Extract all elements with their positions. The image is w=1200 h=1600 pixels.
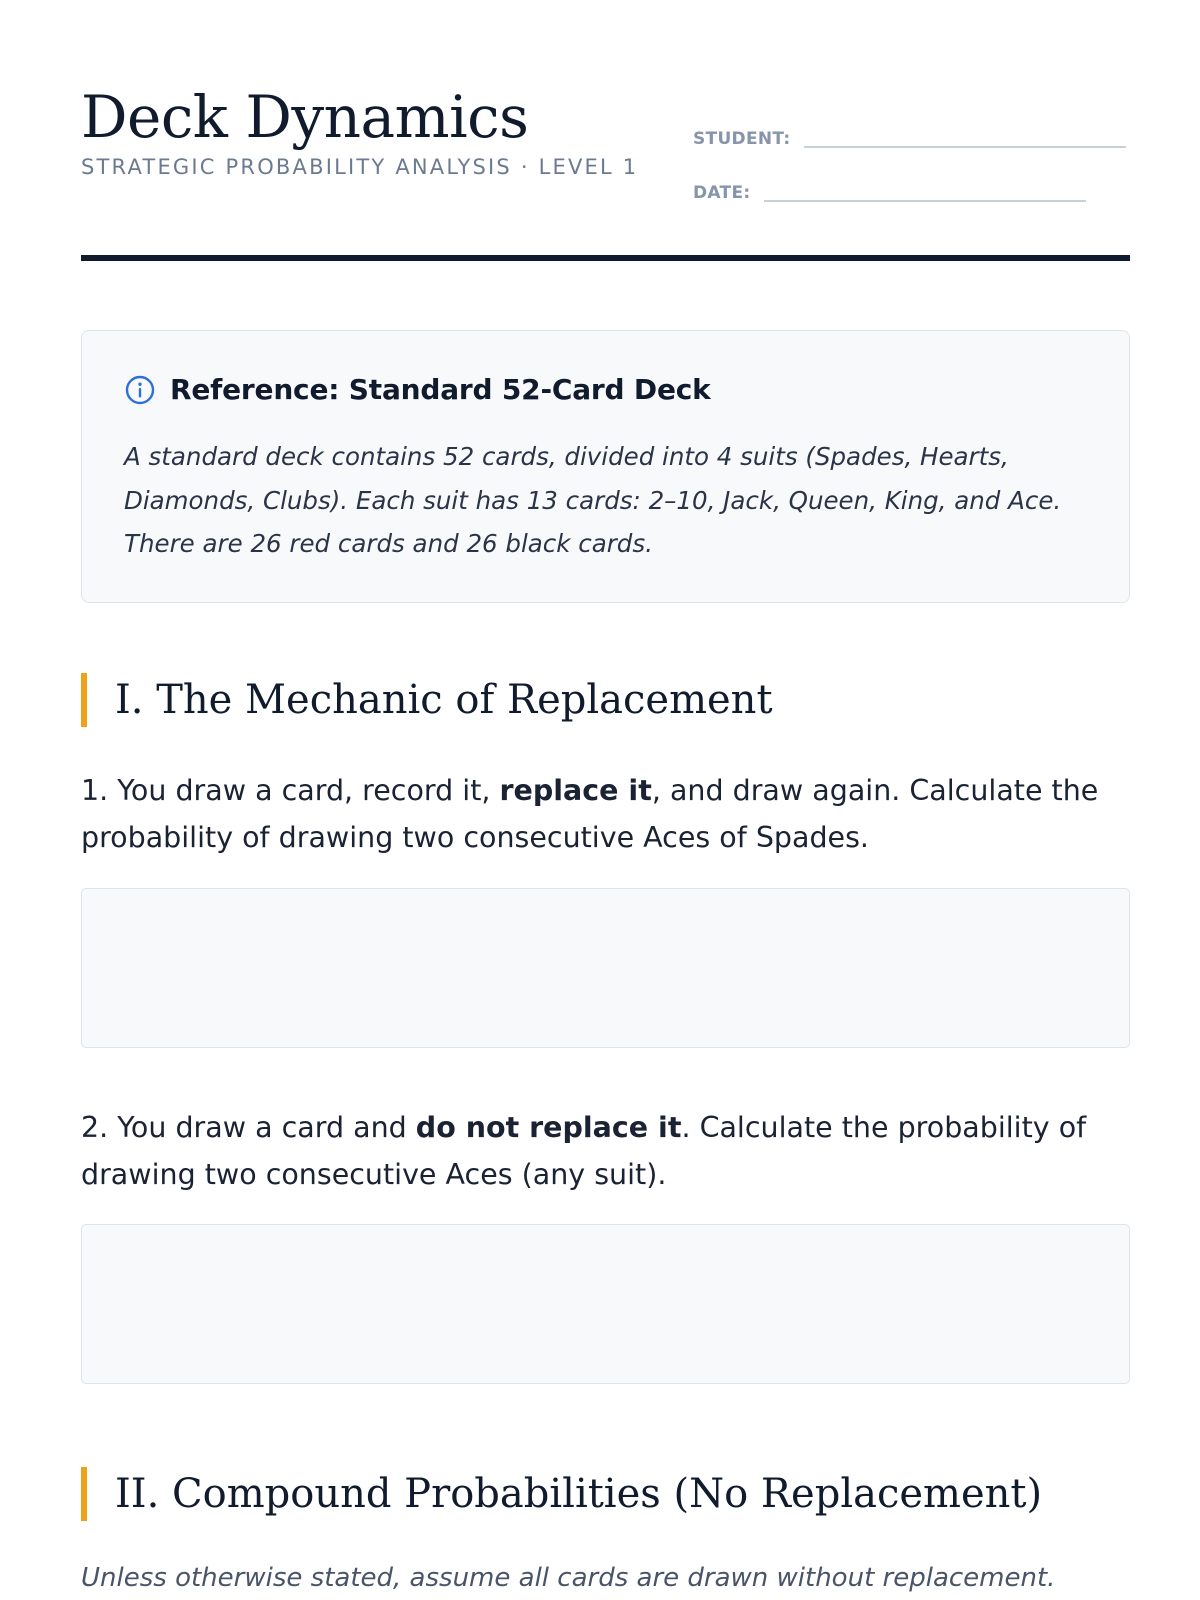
question-1-text-after: , and draw again. Calculate the probability of drawing two consecutive Aces of Spades. [81, 774, 1099, 854]
question-1-text-before: You draw a card, record it, [117, 774, 491, 807]
reference-text: A standard deck contains 52 cards, divided into 4 suits (Spades, Hearts, Diamonds, Clubs). Each suit has 13 cards: 2–10, Jack, Queen, King, and Ace. There are 26 red cards and 26 black cards. [124, 442, 1062, 558]
section-2-heading [81, 1466, 1042, 1522]
answer-box-1[interactable] [81, 888, 1130, 1048]
student-field[interactable] [693, 128, 1126, 150]
section-accent-bar [81, 673, 87, 727]
date-field[interactable] [693, 182, 1086, 204]
student-label: STUDENT: [693, 129, 791, 149]
section-accent-bar [81, 1467, 87, 1521]
question-2-text-after: . Calculate the probability of drawing two consecutive Aces (any suit). [81, 1111, 1087, 1191]
page-subtitle: STRATEGIC PROBABILITY ANALYSIS · LEVEL 1 [81, 155, 639, 179]
section-1-heading [81, 672, 773, 728]
question-1-emphasis: replace it [499, 774, 652, 807]
worksheet-page [81, 0, 1130, 1593]
reference-box [81, 330, 1130, 603]
info-icon [124, 374, 156, 406]
question-1-number: 1. [81, 774, 109, 807]
date-input-line[interactable] [764, 182, 1086, 202]
header-divider [81, 255, 1130, 261]
question-2-number: 2. [81, 1111, 109, 1144]
section-2-note: Unless otherwise stated, assume all cards are drawn without replacement. [81, 1563, 1056, 1593]
question-1 [81, 767, 1130, 861]
date-label: DATE: [693, 183, 751, 203]
question-2 [81, 1104, 1130, 1198]
question-2-emphasis: do not replace it [415, 1111, 682, 1144]
section-1-title: I. The Mechanic of Replacement [115, 677, 773, 723]
section-2-title: II. Compound Probabilities (No Replacement) [115, 1471, 1043, 1517]
question-2-text-before: You draw a card and [117, 1111, 407, 1144]
student-input-line[interactable] [804, 128, 1126, 148]
reference-heading [124, 373, 711, 406]
reference-title: Reference: Standard 52-Card Deck [170, 373, 711, 406]
answer-box-2[interactable] [81, 1224, 1130, 1384]
page-title: Deck Dynamics [81, 83, 529, 151]
worksheet-header [81, 0, 1130, 264]
